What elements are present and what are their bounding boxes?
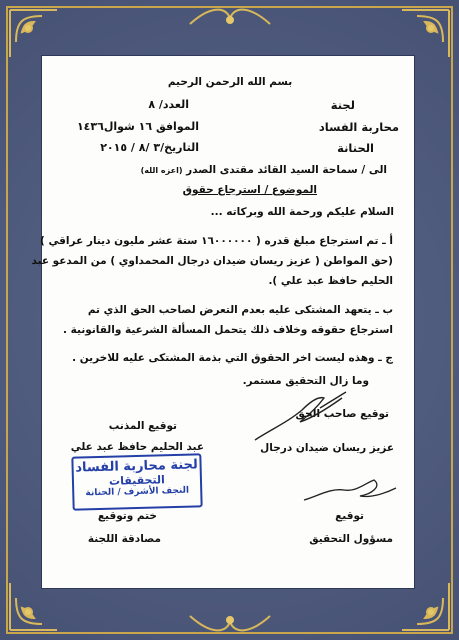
subject: الموضوع / استرجاع حقوق xyxy=(182,184,317,196)
seal-role: مصادقة اللجنة xyxy=(87,533,161,545)
seal-signature-title: ختم وتوقيع xyxy=(97,510,157,522)
offender-signature-title: توقيع المذنب xyxy=(108,420,177,432)
greeting: السلام عليكم ورحمة الله وبركاته ... xyxy=(210,206,394,218)
item-b-line1: ب ـ يتعهد المشتكى عليه بعدم التعرض لصاحب الحق الذي تم xyxy=(87,304,393,316)
stamp-line3: النجف الأشرف / الحنانة xyxy=(85,485,190,499)
investigator-signature-title: توقيع xyxy=(335,510,364,522)
item-a-line2: (حق المواطن ( عزيز ريسان ضيدان درجال المحمداوي ) من المدعو عبد xyxy=(31,255,393,267)
rights-holder-name: عزيز ريسان ضيدان درجال xyxy=(260,442,394,454)
basmala: بسم الله الرحمن الرحيم xyxy=(167,76,293,88)
stamp-line1: لجنة محاربة الفساد xyxy=(75,457,199,476)
document-number: العدد/ ٨ xyxy=(148,98,189,111)
rights-holder-signature-icon xyxy=(250,388,360,448)
ornament-flourish-icon xyxy=(185,4,275,32)
investigator-role: مسؤول التحقيق xyxy=(309,533,393,545)
stamp-line2: التحقيقات xyxy=(108,473,166,488)
item-a-line3: الحليم حافظ عبد علي ). xyxy=(268,275,393,287)
committee-stamp xyxy=(71,453,202,510)
ornament-flourish-icon xyxy=(185,608,275,636)
offender-name: عبد الحليم حافظ عبد علي xyxy=(70,441,204,453)
item-b-line2: استرجاع حقوقه وخلاف ذلك يتحمل المسألة الشرعية والقانونية . xyxy=(63,324,393,336)
committee-name-line1: لجنة xyxy=(330,98,355,112)
committee-name-line3: الحنانة xyxy=(337,141,374,155)
addressee-text: الى / سماحة السيد القائد مقتدى الصدر xyxy=(186,164,387,176)
hijri-date: الموافق ١٦ شوال١٤٣٦ xyxy=(76,120,199,133)
rights-holder-signature-title: توقيع صاحب الحق xyxy=(295,408,389,420)
closing-line: وما زال التحقيق مستمر. xyxy=(242,375,369,387)
addressee xyxy=(141,164,387,176)
item-a-line1: أ ـ تم استرجاع مبلغ قدره ( ١٦٠٠٠٠٠٠ ستة عشر مليون دينار عراقي ) xyxy=(39,235,393,247)
committee-name-line2: محاربة الفساد xyxy=(318,120,399,134)
item-c-line1: ج ـ وهذه ليست اخر الحقوق التي بذمة المشتكى عليه للاخرين . xyxy=(72,352,393,364)
document-date: التاريخ/٣ /٨ / ٢٠١٥ xyxy=(100,141,199,154)
addressee-note: (اعزه الله) xyxy=(140,166,183,175)
investigator-signature-icon xyxy=(300,470,400,510)
